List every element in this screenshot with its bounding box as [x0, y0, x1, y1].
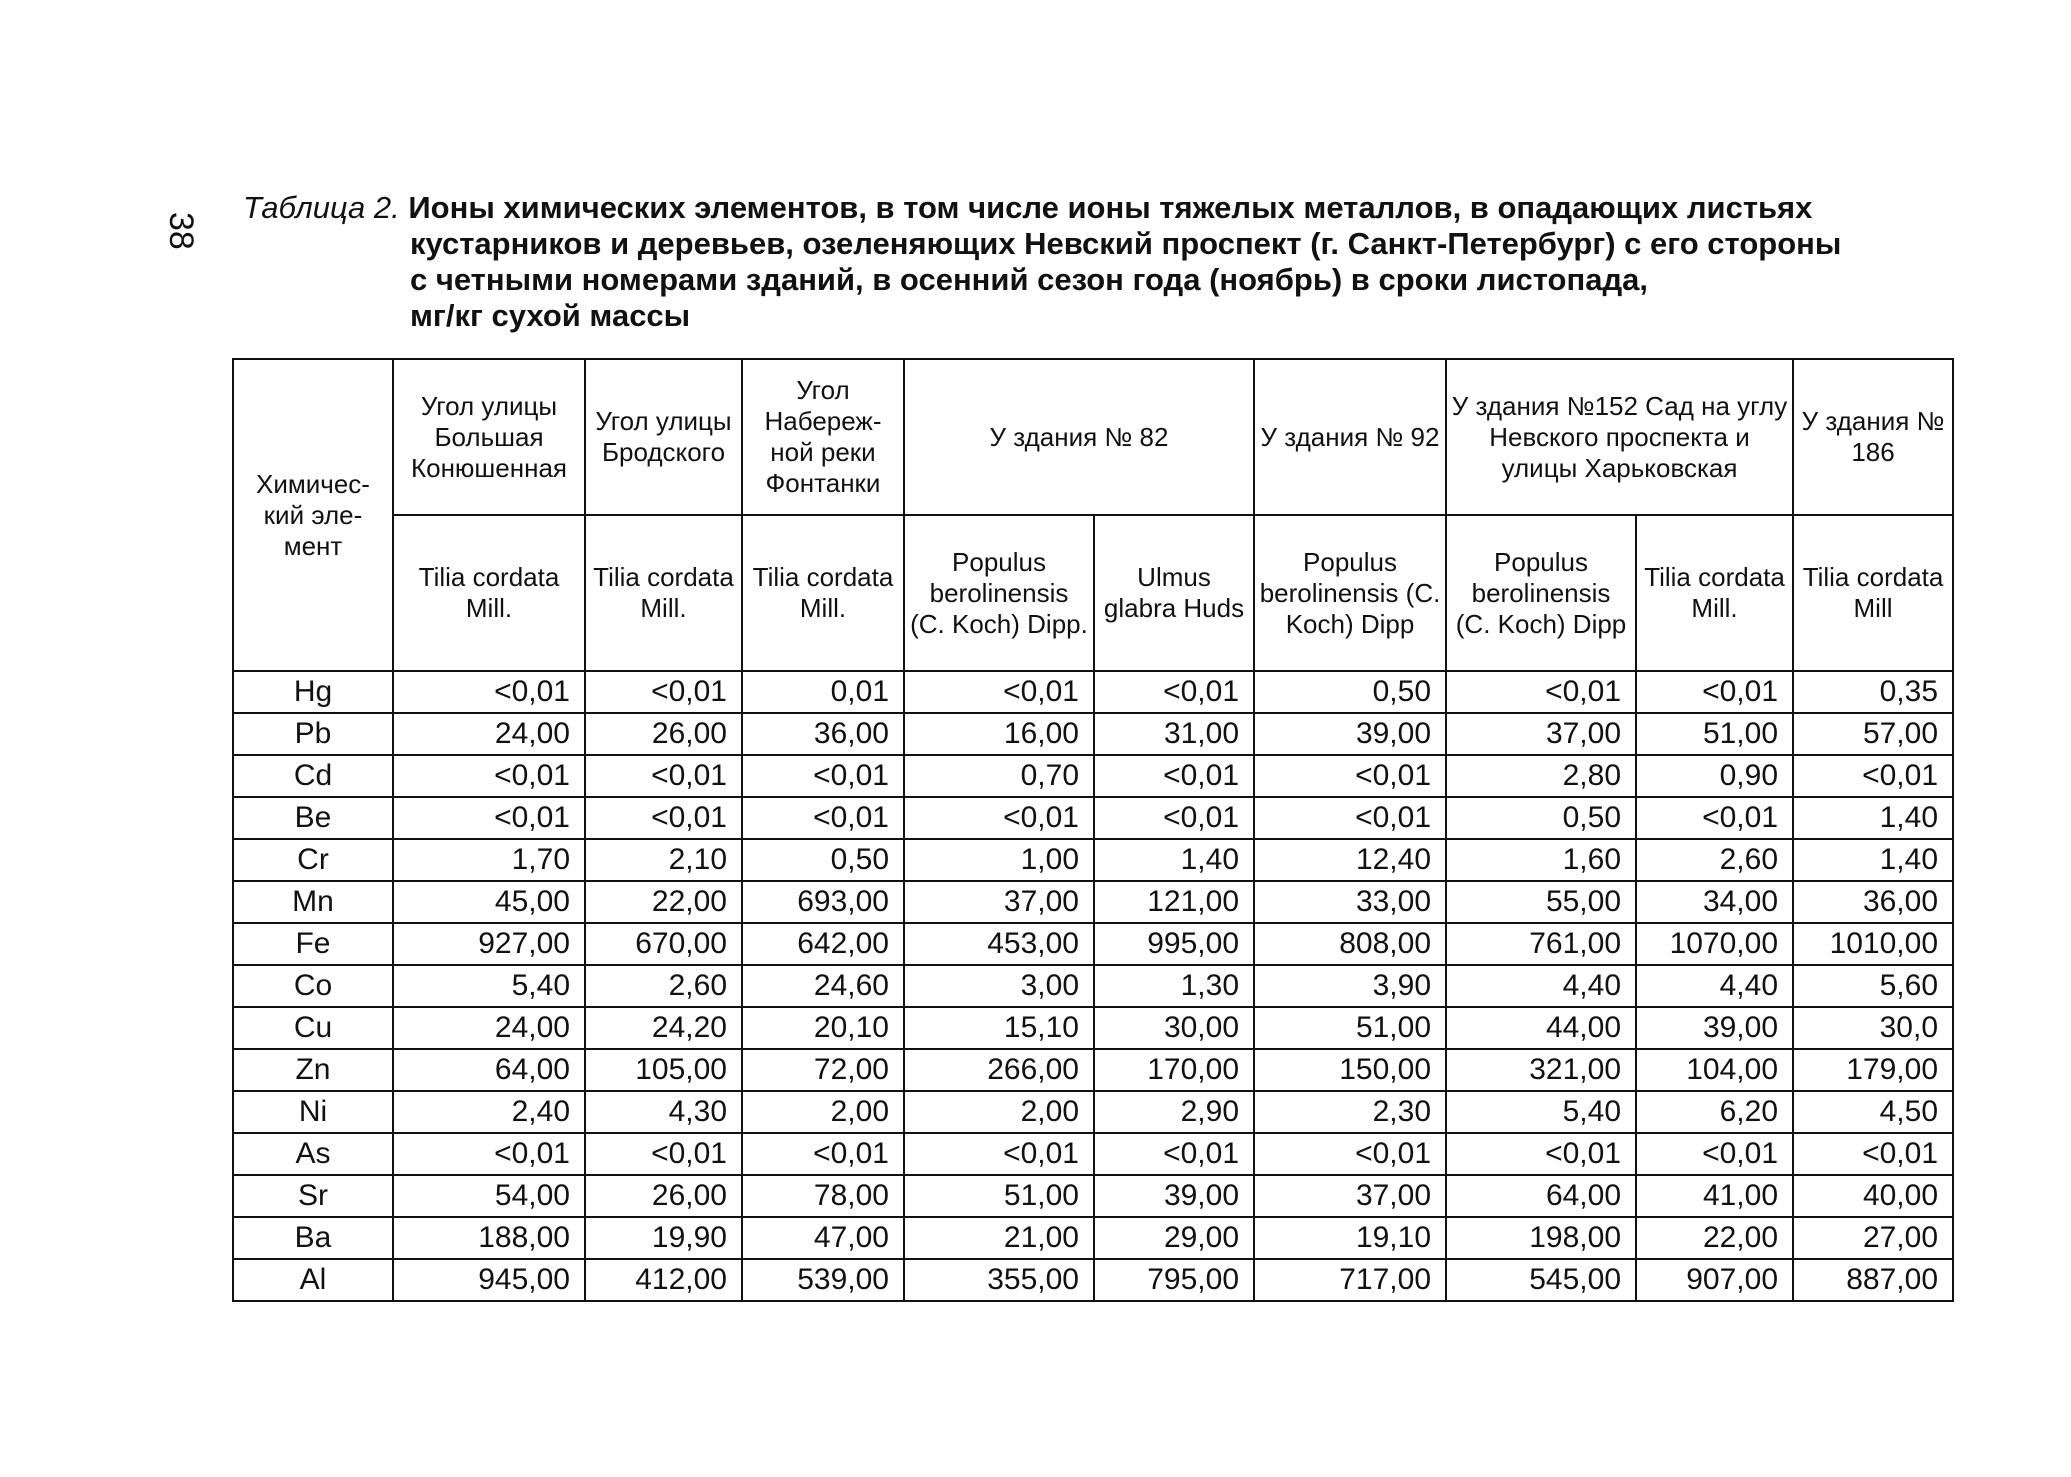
value-cell: <0,01 [393, 1133, 585, 1175]
value-cell: 198,00 [1446, 1217, 1636, 1259]
value-cell: 34,00 [1636, 881, 1793, 923]
value-cell: 1,40 [1793, 839, 1953, 881]
table-body [233, 671, 1953, 1301]
value-cell: 78,00 [742, 1175, 904, 1217]
value-cell: 24,00 [393, 1007, 585, 1049]
caption-line: кустарников и деревьев, озеленяющих Невский проспект (г. Санкт-Петербург) с его стороны [410, 226, 1842, 261]
location-header: У здания № 186 [1793, 359, 1953, 515]
value-cell: 24,00 [393, 713, 585, 755]
table-row [233, 923, 1953, 965]
species-header: Tilia cordata Mill [1793, 515, 1953, 671]
value-cell: 0,90 [1636, 755, 1793, 797]
location-header: Угол улицы Бродского [585, 359, 742, 515]
value-cell: 945,00 [393, 1259, 585, 1301]
species-header: Populus berolinensis (C. Koch) Dipp [1446, 515, 1636, 671]
value-cell: 40,00 [1793, 1175, 1953, 1217]
value-cell: <0,01 [1636, 1133, 1793, 1175]
value-cell: 19,90 [585, 1217, 742, 1259]
value-cell: <0,01 [1094, 797, 1254, 839]
value-cell: 539,00 [742, 1259, 904, 1301]
value-cell: 37,00 [904, 881, 1094, 923]
value-cell: 3,00 [904, 965, 1094, 1007]
value-cell: 33,00 [1254, 881, 1446, 923]
location-header: Угол улицы Большая Конюшенная [393, 359, 585, 515]
value-cell: 55,00 [1446, 881, 1636, 923]
value-cell: 179,00 [1793, 1049, 1953, 1091]
value-cell: 2,00 [904, 1091, 1094, 1133]
value-cell: 72,00 [742, 1049, 904, 1091]
element-cell: Al [233, 1259, 393, 1301]
element-cell: Zn [233, 1049, 393, 1091]
value-cell: 5,40 [393, 965, 585, 1007]
species-header: Ulmus glabra Huds [1094, 515, 1254, 671]
value-cell: <0,01 [1094, 671, 1254, 713]
value-cell: 24,60 [742, 965, 904, 1007]
species-header: Tilia cordata Mill. [393, 515, 585, 671]
value-cell: <0,01 [585, 671, 742, 713]
table-row [233, 1091, 1953, 1133]
value-cell: 21,00 [904, 1217, 1094, 1259]
value-cell: 0,70 [904, 755, 1094, 797]
element-cell: Be [233, 797, 393, 839]
value-cell: 22,00 [585, 881, 742, 923]
value-cell: 188,00 [393, 1217, 585, 1259]
location-header: Угол Набереж-ной реки Фонтанки [742, 359, 904, 515]
value-cell: <0,01 [1254, 797, 1446, 839]
species-header: Populus berolinensis (C. Koch) Dipp [1254, 515, 1446, 671]
element-cell: Cu [233, 1007, 393, 1049]
value-cell: 64,00 [393, 1049, 585, 1091]
caption-text: Ионы химических элементов, в том числе ионы тяжелых металлов, в опадающих листьях [408, 190, 1813, 225]
value-cell: 105,00 [585, 1049, 742, 1091]
element-cell: Hg [233, 671, 393, 713]
element-cell: Cd [233, 755, 393, 797]
value-cell: 170,00 [1094, 1049, 1254, 1091]
value-cell: 995,00 [1094, 923, 1254, 965]
caption-line [243, 190, 1883, 226]
value-cell: 808,00 [1254, 923, 1446, 965]
table-row [233, 1175, 1953, 1217]
value-cell: 412,00 [585, 1259, 742, 1301]
location-header: У здания №152 Сад на углу Невского проспекта и улицы Харьковская [1446, 359, 1793, 515]
value-cell: 1,40 [1094, 839, 1254, 881]
table-row [233, 755, 1953, 797]
value-cell: 64,00 [1446, 1175, 1636, 1217]
species-header: Tilia cordata Mill. [1636, 515, 1793, 671]
value-cell: 0,50 [1446, 797, 1636, 839]
value-cell: 45,00 [393, 881, 585, 923]
value-cell: 321,00 [1446, 1049, 1636, 1091]
value-cell: 41,00 [1636, 1175, 1793, 1217]
table-row [233, 713, 1953, 755]
value-cell: 39,00 [1636, 1007, 1793, 1049]
value-cell: 36,00 [742, 713, 904, 755]
species-header: Tilia cordata Mill. [585, 515, 742, 671]
value-cell: 22,00 [1636, 1217, 1793, 1259]
value-cell: 3,90 [1254, 965, 1446, 1007]
element-cell: Co [233, 965, 393, 1007]
value-cell: <0,01 [742, 755, 904, 797]
value-cell: 12,40 [1254, 839, 1446, 881]
element-cell: Sr [233, 1175, 393, 1217]
value-cell: 1070,00 [1636, 923, 1793, 965]
value-cell: 1,60 [1446, 839, 1636, 881]
caption-line: мг/кг сухой массы [410, 298, 691, 333]
table-row [233, 1133, 1953, 1175]
element-cell: Cr [233, 839, 393, 881]
value-cell: 4,40 [1636, 965, 1793, 1007]
value-cell: 1,40 [1793, 797, 1953, 839]
value-cell: 27,00 [1793, 1217, 1953, 1259]
value-cell: 31,00 [1094, 713, 1254, 755]
heavy-metals-table [232, 358, 1954, 1302]
value-cell: 4,50 [1793, 1091, 1953, 1133]
value-cell: <0,01 [1094, 755, 1254, 797]
value-cell: 15,10 [904, 1007, 1094, 1049]
location-header: У здания № 82 [904, 359, 1254, 515]
value-cell: 266,00 [904, 1049, 1094, 1091]
element-cell: Pb [233, 713, 393, 755]
location-header: У здания № 92 [1254, 359, 1446, 515]
element-cell: As [233, 1133, 393, 1175]
value-cell: 927,00 [393, 923, 585, 965]
element-cell: Ni [233, 1091, 393, 1133]
value-cell: 545,00 [1446, 1259, 1636, 1301]
value-cell: 36,00 [1793, 881, 1953, 923]
value-cell: 24,20 [585, 1007, 742, 1049]
value-cell: 37,00 [1254, 1175, 1446, 1217]
value-cell: 4,40 [1446, 965, 1636, 1007]
value-cell: 16,00 [904, 713, 1094, 755]
value-cell: 19,10 [1254, 1217, 1446, 1259]
caption-label: Таблица 2. [243, 190, 400, 225]
value-cell: 44,00 [1446, 1007, 1636, 1049]
species-header: Populus berolinensis (C. Koch) Dipp. [904, 515, 1094, 671]
value-cell: 5,60 [1793, 965, 1953, 1007]
table-row [233, 839, 1953, 881]
value-cell: 2,40 [393, 1091, 585, 1133]
value-cell: 907,00 [1636, 1259, 1793, 1301]
table-row [233, 881, 1953, 923]
table-row [233, 1217, 1953, 1259]
table-row [233, 671, 1953, 713]
table-row [233, 797, 1953, 839]
value-cell: 30,0 [1793, 1007, 1953, 1049]
value-cell: <0,01 [1636, 671, 1793, 713]
value-cell: <0,01 [742, 797, 904, 839]
value-cell: <0,01 [393, 755, 585, 797]
value-cell: 51,00 [1636, 713, 1793, 755]
value-cell: <0,01 [1446, 671, 1636, 713]
value-cell: 30,00 [1094, 1007, 1254, 1049]
value-cell: <0,01 [742, 1133, 904, 1175]
value-cell: 39,00 [1094, 1175, 1254, 1217]
value-cell: 4,30 [585, 1091, 742, 1133]
table-caption [243, 190, 1883, 334]
value-cell: 761,00 [1446, 923, 1636, 965]
value-cell: <0,01 [585, 797, 742, 839]
value-cell: 1,70 [393, 839, 585, 881]
value-cell: 2,60 [585, 965, 742, 1007]
value-cell: 54,00 [393, 1175, 585, 1217]
value-cell: 39,00 [1254, 713, 1446, 755]
value-cell: 1010,00 [1793, 923, 1953, 965]
value-cell: 20,10 [742, 1007, 904, 1049]
value-cell: 51,00 [1254, 1007, 1446, 1049]
value-cell: 6,20 [1636, 1091, 1793, 1133]
value-cell: <0,01 [393, 671, 585, 713]
value-cell: 51,00 [904, 1175, 1094, 1217]
value-cell: 37,00 [1446, 713, 1636, 755]
value-cell: <0,01 [1446, 1133, 1636, 1175]
value-cell: 693,00 [742, 881, 904, 923]
element-cell: Mn [233, 881, 393, 923]
value-cell: 2,80 [1446, 755, 1636, 797]
value-cell: 2,30 [1254, 1091, 1446, 1133]
value-cell: <0,01 [904, 797, 1094, 839]
value-cell: <0,01 [1793, 1133, 1953, 1175]
value-cell: <0,01 [585, 755, 742, 797]
table-row [233, 1259, 1953, 1301]
value-cell: 104,00 [1636, 1049, 1793, 1091]
value-cell: 717,00 [1254, 1259, 1446, 1301]
value-cell: <0,01 [393, 797, 585, 839]
value-cell: 29,00 [1094, 1217, 1254, 1259]
value-cell: <0,01 [1793, 755, 1953, 797]
value-cell: <0,01 [585, 1133, 742, 1175]
value-cell: 795,00 [1094, 1259, 1254, 1301]
value-cell: 26,00 [585, 713, 742, 755]
value-cell: <0,01 [904, 1133, 1094, 1175]
value-cell: 0,50 [742, 839, 904, 881]
value-cell: 670,00 [585, 923, 742, 965]
value-cell: 2,00 [742, 1091, 904, 1133]
value-cell: 355,00 [904, 1259, 1094, 1301]
value-cell: 47,00 [742, 1217, 904, 1259]
value-cell: 2,90 [1094, 1091, 1254, 1133]
value-cell: 26,00 [585, 1175, 742, 1217]
value-cell: 0,35 [1793, 671, 1953, 713]
caption-line: с четными номерами зданий, в осенний сезон года (ноябрь) в сроки листопада, [410, 262, 1648, 297]
value-cell: 150,00 [1254, 1049, 1446, 1091]
value-cell: <0,01 [1254, 1133, 1446, 1175]
value-cell: <0,01 [1254, 755, 1446, 797]
table-row [233, 1049, 1953, 1091]
value-cell: <0,01 [904, 671, 1094, 713]
value-cell: <0,01 [1636, 797, 1793, 839]
element-cell: Fe [233, 923, 393, 965]
value-cell: 887,00 [1793, 1259, 1953, 1301]
value-cell: 0,01 [742, 671, 904, 713]
species-header: Tilia cordata Mill. [742, 515, 904, 671]
value-cell: 2,10 [585, 839, 742, 881]
value-cell: 121,00 [1094, 881, 1254, 923]
table-row [233, 1007, 1953, 1049]
table-row [233, 965, 1953, 1007]
value-cell: 57,00 [1793, 713, 1953, 755]
value-cell: 1,00 [904, 839, 1094, 881]
element-cell: Ba [233, 1217, 393, 1259]
value-cell: 2,60 [1636, 839, 1793, 881]
value-cell: <0,01 [1094, 1133, 1254, 1175]
value-cell: 642,00 [742, 923, 904, 965]
value-cell: 5,40 [1446, 1091, 1636, 1133]
page-number: 38 [162, 212, 200, 250]
value-cell: 453,00 [904, 923, 1094, 965]
value-cell: 1,30 [1094, 965, 1254, 1007]
value-cell: 0,50 [1254, 671, 1446, 713]
element-column-header: Химичес-кий эле-мент [233, 359, 393, 671]
